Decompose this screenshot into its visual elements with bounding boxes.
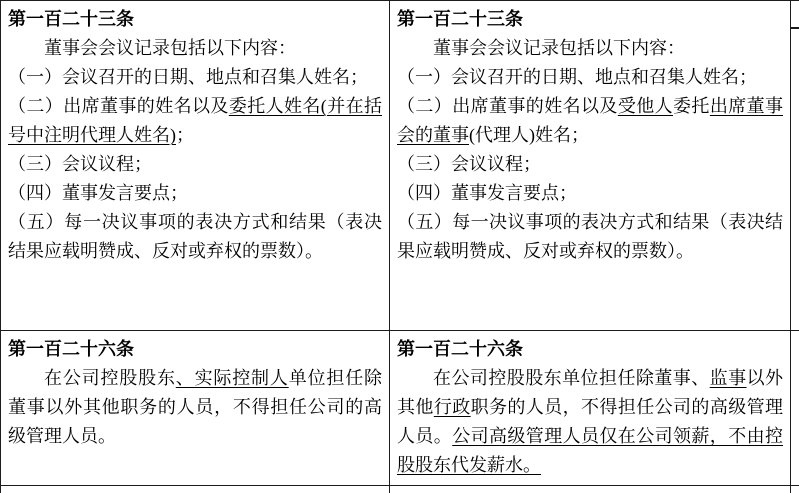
paragraph [397,63,783,92]
paragraph [8,63,382,92]
text-run: ； [176,125,194,145]
text-run: 以外其他 [397,368,784,417]
text-run: 职务的人员，不得担任公司的高级管理人员。 [397,397,784,446]
inserted-underlined-text: 受他人 [617,96,674,116]
partial-gridline [791,27,799,29]
text-run: 董事会会议记录包括以下内容： [433,38,685,58]
table-cell [390,486,791,493]
paragraph [397,150,783,179]
text-run: （二）出席董事的姓名以及 [8,96,229,116]
text-run: （三）会议议程； [8,154,152,174]
text-run: 在公司控股股东单位担任除董事、 [433,368,710,388]
table-cell [1,1,390,331]
inserted-underlined-text: 监事 [709,368,747,388]
table-cell [1,486,390,493]
paragraph [397,179,783,208]
table-row [1,331,799,486]
cropped-column-stub [791,486,799,493]
text-run: 在公司控股股东 [44,368,176,388]
text-run: （四）董事发言要点； [8,183,188,203]
text-run: 单位担任除董事以外其他职务的人员，不得担任公司的高级管理人员。 [8,368,383,446]
inserted-underlined-text: 委托人姓名(并在括号中注明代理人姓名) [8,96,383,145]
paragraph [8,208,382,266]
table-cell [1,331,390,486]
text-run: （五）每一决议事项的表决方式和结果（表决结果应载明赞成、反对或弃权的票数）。 [397,212,783,261]
cropped-column-stub [791,331,799,486]
paragraph [8,150,382,179]
table-cell [390,1,791,331]
paragraph [8,364,382,451]
inserted-underlined-text: 、实际控制人 [175,368,289,388]
paragraph [397,364,783,480]
table-row [1,486,799,493]
text-run: （四）董事发言要点； [397,183,577,203]
inserted-underlined-text: 行政 [433,397,471,417]
paragraph [397,34,783,63]
inserted-underlined-text: 出席董事会的董事 [397,96,784,145]
text-run: （五）每一决议事项的表决方式和结果（表决结果应载明赞成、反对或弃权的票数）。 [8,212,382,261]
cropped-column-stub [791,1,799,331]
inserted-underlined-text: 公司高级管理人员仅在公司领薪，不由控股股东代发薪水。 [397,426,784,475]
paragraph [397,208,783,266]
text-run: 董事会会议记录包括以下内容： [44,38,296,58]
paragraph [8,179,382,208]
text-run: (代理人)姓名； [469,125,589,145]
paragraph [8,92,382,150]
article-number-heading: 第一百二十三条 [397,9,523,29]
text-run: （二）出席董事的姓名以及 [397,96,618,116]
article-number-heading: 第一百二十三条 [8,9,134,29]
article-number-heading: 第一百二十六条 [397,339,523,359]
paragraph [397,92,783,150]
table-row [1,1,799,331]
article-number-heading: 第一百二十六条 [8,339,134,359]
text-run: （一）会议召开的日期、地点和召集人姓名； [397,67,757,87]
text-run: 委托 [673,96,710,116]
table-cell [390,331,791,486]
text-run: （三）会议议程； [397,154,541,174]
text-run: （一）会议召开的日期、地点和召集人姓名； [8,67,368,87]
paragraph [8,34,382,63]
